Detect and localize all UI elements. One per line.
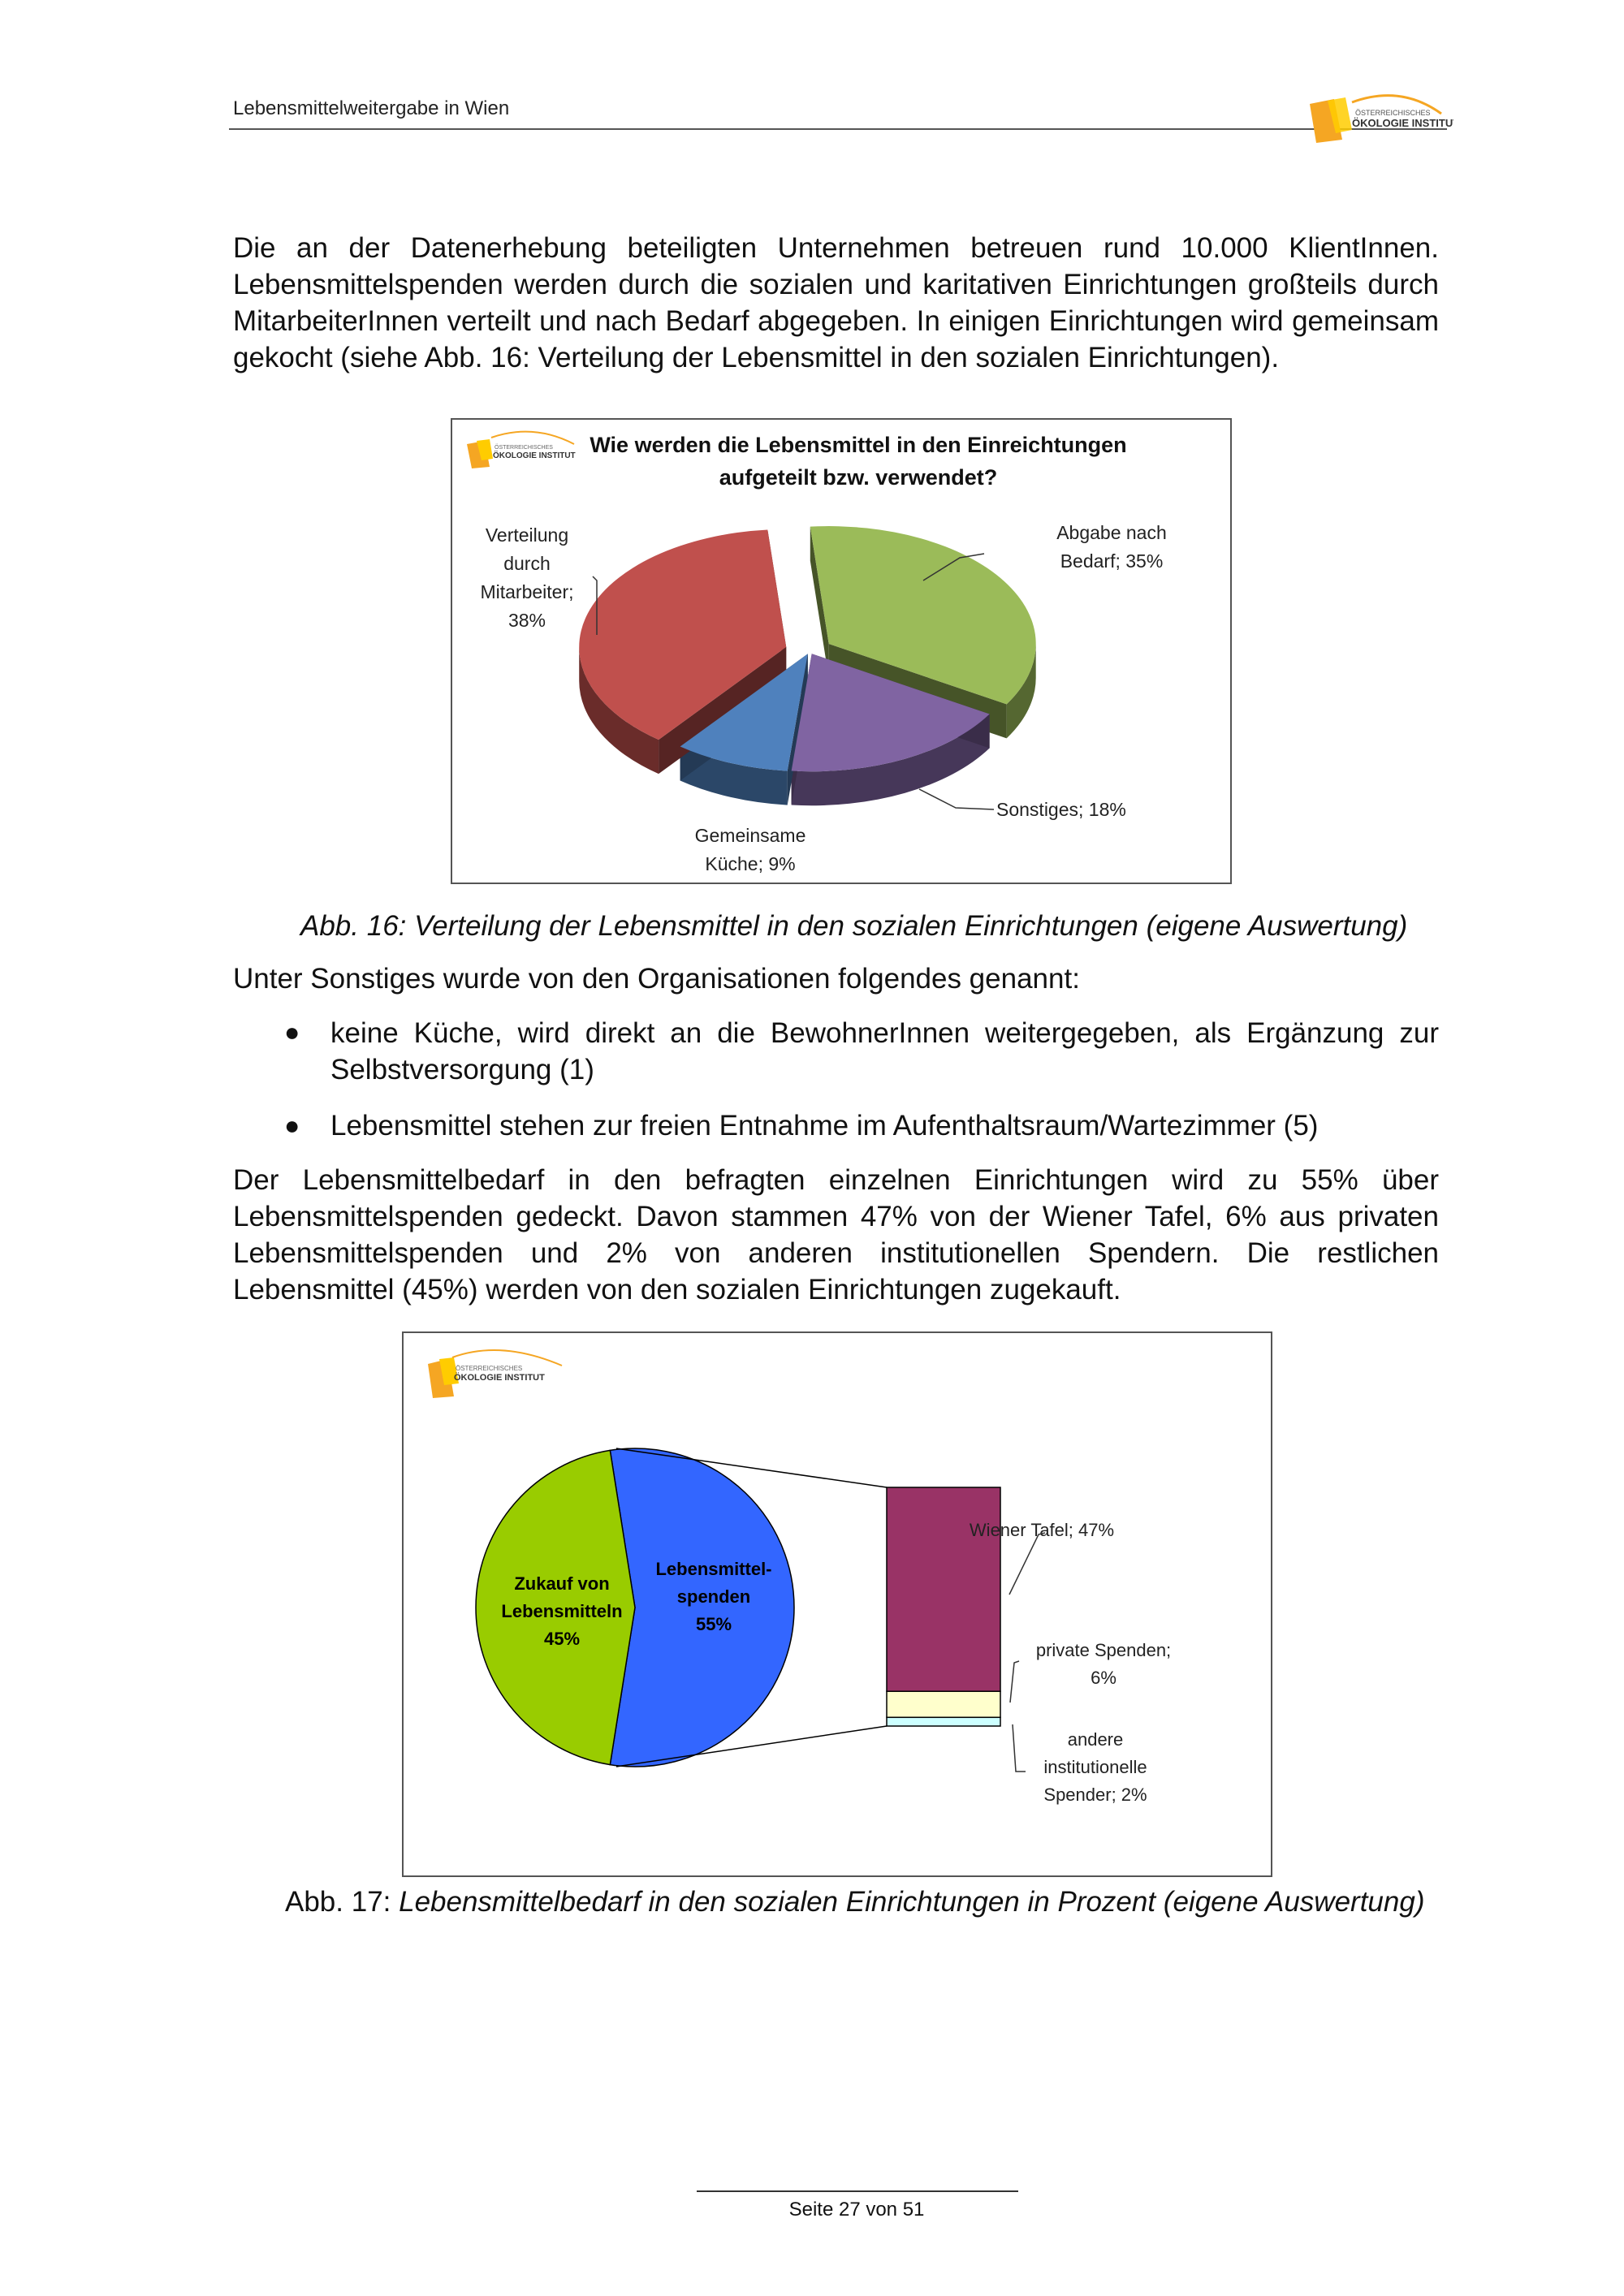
- label-mitarbeiter-line2: durch: [503, 553, 551, 574]
- figure16-chart: [451, 418, 1232, 884]
- bar-segment-private-spenden: [887, 1691, 1000, 1717]
- intro-paragraph: Die an der Datenerhebung beteiligten Unternehmen betreuen rund 10.000 KlientInnen. Lebensmittelspenden werden durch die sozialen und karitativen Einrichtungen großteils durch MitarbeiterInnen verteilt und nach Bedarf abgegeben. In einigen Einrichtungen wird gemeinsam gekocht (siehe Abb. 16: Verteilung der Lebensmittel in den sozialen Einrichtungen).: [233, 232, 1439, 373]
- page-number: Seite 27 von 51: [788, 2199, 925, 2220]
- label-sonstiges: Sonstiges; 18%: [996, 799, 1126, 820]
- figure17-caption-title: Lebensmittelbedarf in den sozialen Einrichtungen in Prozent (eigene Auswertung): [399, 1886, 1425, 1918]
- figure17-logo-line1: ÖSTERREICHISCHES: [456, 1365, 523, 1372]
- bar-segment-andere-institutionelle-spender: [887, 1717, 1000, 1726]
- slice-lebensmittelspenden: [610, 1448, 794, 1767]
- label-mitarbeiter-line4: 38%: [508, 610, 546, 631]
- label-andere-line2: institutionelle: [1043, 1757, 1147, 1777]
- figure17-svg: [404, 1333, 1271, 1875]
- label-mitarbeiter-line1: Verteilung: [485, 524, 569, 546]
- bedarf-paragraph: Der Lebensmittelbedarf in den befragten einzelnen Einrichtungen wird zu 55% über Lebensmittelspenden gedeckt. Davon stammen 47% von der Wiener Tafel, 6% aus privaten Lebensmittelspenden und 2% von anderen institutionellen Spendern. Die restlichen Lebensmittel (45%) werden von den sozialen Einrichtungen zugekauft.: [233, 1164, 1439, 1306]
- figure16-caption: Abb. 16: Verteilung der Lebensmittel in den sozialen Einrichtungen (eigene Auswertung): [300, 910, 1408, 942]
- label-spenden-line3: 55%: [695, 1614, 732, 1634]
- bar-segment-wiener-tafel: [887, 1487, 1000, 1691]
- list-item: keine Küche, wird direkt an die BewohnerInnen weitergegeben, als Ergänzung zur Selbstversorgung (1): [330, 1017, 1439, 1085]
- figure17-chart: [402, 1331, 1272, 1877]
- bullet-marker: ●: [284, 1111, 300, 1140]
- label-andere-line1: andere: [1067, 1729, 1124, 1750]
- figure16-logo-line2: ÖKOLOGIE INSTITUT: [493, 451, 576, 460]
- label-private-line2: 6%: [1091, 1668, 1116, 1688]
- label-abgabe-line2: Bedarf; 35%: [1060, 550, 1164, 572]
- figure16-title-line1: Wie werden die Lebensmittel in den Einreichtungen: [590, 433, 1127, 457]
- label-mitarbeiter-line3: Mitarbeiter;: [480, 581, 574, 602]
- figure16-logo-line1: ÖSTERREICHISCHES: [495, 445, 553, 451]
- figure17-logo-line2: ÖKOLOGIE INSTITUT: [454, 1373, 545, 1383]
- label-kueche-line1: Gemeinsame: [694, 825, 806, 846]
- running-header: Lebensmittelweitergabe in Wien: [233, 97, 510, 119]
- logo-line2: ÖKOLOGIE INSTITUT: [1352, 117, 1453, 129]
- label-private-line1: private Spenden;: [1035, 1640, 1172, 1660]
- footer-divider: [697, 2190, 1018, 2192]
- logo-line1: ÖSTERREICHISCHES: [1355, 109, 1431, 117]
- bullet-marker: ●: [284, 1017, 300, 1047]
- label-tafel: Wiener Tafel; 47%: [969, 1520, 1115, 1540]
- figure16-svg: [452, 420, 1230, 883]
- label-andere-line3: Spender; 2%: [1043, 1785, 1147, 1805]
- label-zukauf-line3: 45%: [543, 1629, 581, 1649]
- figure16-title-line2: aufgeteilt bzw. verwendet?: [719, 465, 998, 490]
- leader-tafel: [1009, 1533, 1045, 1595]
- sonstiges-intro: Unter Sonstiges wurde von den Organisationen folgendes genannt:: [233, 963, 1080, 995]
- figure17-caption: [285, 1884, 1424, 1920]
- leader-private: [1010, 1661, 1019, 1703]
- figure17-caption-prefix: Abb. 17:: [285, 1886, 400, 1918]
- leader-andere: [1013, 1724, 1026, 1772]
- figure16-logo: [467, 432, 576, 468]
- label-spenden-line1: Lebensmittel-: [655, 1559, 772, 1579]
- label-zukauf-line2: Lebensmitteln: [501, 1601, 623, 1621]
- label-kueche-line2: Küche; 9%: [705, 853, 796, 874]
- header-logo: [1303, 89, 1453, 146]
- header-divider: [229, 128, 1447, 130]
- leader-sonstiges: [919, 789, 994, 809]
- label-zukauf-line1: Zukauf von: [514, 1573, 610, 1594]
- list-item: Lebensmittel stehen zur freien Entnahme im Aufenthaltsraum/Wartezimmer (5): [330, 1110, 1319, 1142]
- label-abgabe-line1: Abgabe nach: [1056, 522, 1167, 543]
- figure17-logo: [428, 1350, 562, 1398]
- label-spenden-line2: spenden: [676, 1586, 751, 1607]
